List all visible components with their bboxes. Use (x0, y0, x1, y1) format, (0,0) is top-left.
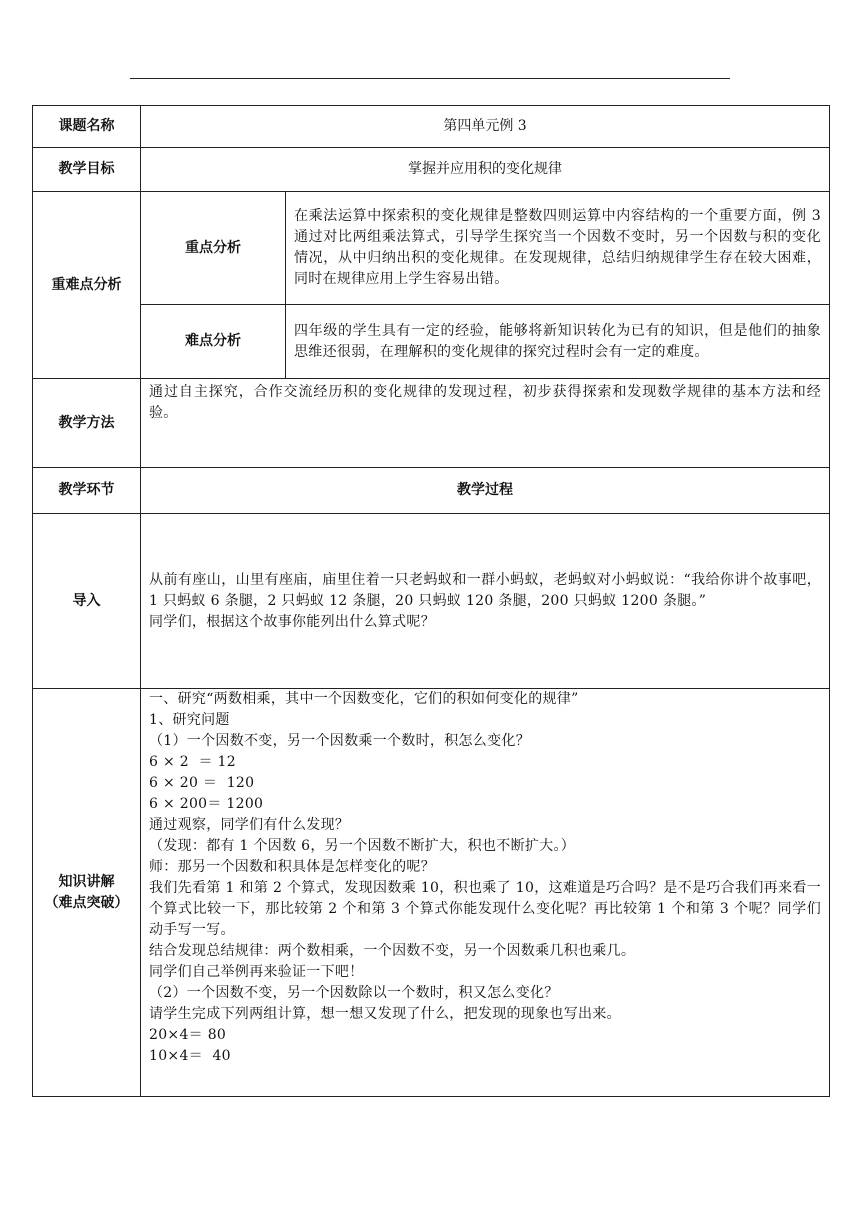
process-header-row (33, 468, 830, 514)
knowledge-line: 我们先看第 1 和第 2 个算式，发现因数乘 10，积也乘了 10，这难道是巧合吗？是不是巧合我们再来看一个算式比较一下，那比较第 2 个和第 3 个算式你能发现什么变化呢？再比较第 1 个和第 3 个呢？同学们动手写一写。 (149, 880, 822, 938)
equation-line: 6 × 20 ＝ 120 (149, 775, 255, 791)
intro-question: 同学们，根据这个故事你能列出什么算式呢？ (149, 613, 435, 630)
difficulty-analysis-text: 四年级的学生具有一定的经验，能够将新知识转化为已有的知识，但是他们的抽象思维还很弱，在理解积的变化规律的探究过程时会有一定的难度。 (286, 305, 830, 379)
knowledge-line: （2）一个因数不变，另一个因数除以一个数时，积又怎么变化？ (149, 985, 559, 1001)
method-label: 教学方法 (33, 379, 141, 468)
knowledge-label-main: 知识讲解 (58, 873, 115, 890)
knowledge-line: （1）一个因数不变，另一个因数乘一个数时，积怎么变化？ (149, 733, 531, 749)
difficulty-analysis-label: 难点分析 (141, 305, 286, 379)
knowledge-line: 通过观察，同学们有什么发现？ (149, 817, 350, 833)
knowledge-label (33, 689, 141, 1097)
knowledge-label-sub: （难点突破） (44, 894, 129, 911)
goal-label: 教学目标 (33, 148, 141, 192)
knowledge-line: （发现：都有 1 个因数 6，另一个因数不断扩大，积也不断扩大。） (149, 838, 576, 854)
equation-line: 6 × 2 ＝ 12 (149, 754, 236, 770)
knowledge-line: 结合发现总结规律：两个数相乘，一个因数不变，另一个因数乘几积也乘几。 (149, 943, 636, 959)
lesson-plan-table (32, 105, 830, 1097)
intro-row (33, 514, 830, 689)
method-text: 通过自主探究，合作交流经历积的变化规律的发现过程，初步获得探索和发现数学规律的基本方法和经验。 (141, 379, 830, 468)
topic-row (33, 106, 830, 148)
goal-value: 掌握并应用积的变化规律 (141, 148, 830, 192)
process-title: 教学过程 (141, 468, 830, 514)
equation-line: 6 × 200＝ 1200 (149, 796, 264, 812)
knowledge-row (33, 689, 830, 1097)
key-analysis-label: 重点分析 (141, 192, 286, 305)
process-stage-label: 教学环节 (33, 468, 141, 514)
header-rule (130, 78, 730, 79)
intro-label: 导入 (33, 514, 141, 689)
knowledge-content (141, 689, 830, 1097)
equation-line: 10×4＝ 40 (149, 1048, 231, 1064)
intro-story: 从前有座山，山里有座庙，庙里住着一只老蚂蚁和一群小蚂蚁，老蚂蚁对小蚂蚁说：“我给你讲个故事吧，1 只蚂蚁 6 条腿，2 只蚂蚁 12 条腿，20 只蚂蚁 120 条腿，200 只蚂蚁 1200 条腿。” (149, 571, 822, 609)
key-analysis-text: 在乘法运算中探索积的变化规律是整数四则运算中内容结构的一个重要方面，例 3 通过对比两组乘法算式，引导学生探究当一个因数不变时，另一个因数与积的变化情况，从中归纳出积的变化规律。在发现规律，总结归纳规律学生存在较大困难，同时在规律应用上学生容易出错。 (286, 192, 830, 305)
key-analysis-row (33, 192, 830, 305)
knowledge-line: 1、研究问题 (149, 712, 230, 728)
topic-value: 第四单元例 3 (141, 106, 830, 148)
analysis-label: 重难点分析 (33, 192, 141, 379)
method-row (33, 379, 830, 468)
knowledge-line: 一、研究“两数相乘，其中一个因数变化，它们的积如何变化的规律” (149, 691, 579, 707)
difficulty-analysis-row (33, 305, 830, 379)
equation-line: 20×4＝ 80 (149, 1027, 227, 1043)
knowledge-line: 请学生完成下列两组计算，想一想又发现了什么，把发现的现象也写出来。 (149, 1006, 621, 1022)
topic-label: 课题名称 (33, 106, 141, 148)
intro-content (141, 514, 830, 689)
knowledge-line: 师：那另一个因数和积具体是怎样变化的呢？ (149, 859, 435, 875)
knowledge-line: 同学们自己举例再来验证一下吧！ (149, 964, 364, 980)
goal-row (33, 148, 830, 192)
